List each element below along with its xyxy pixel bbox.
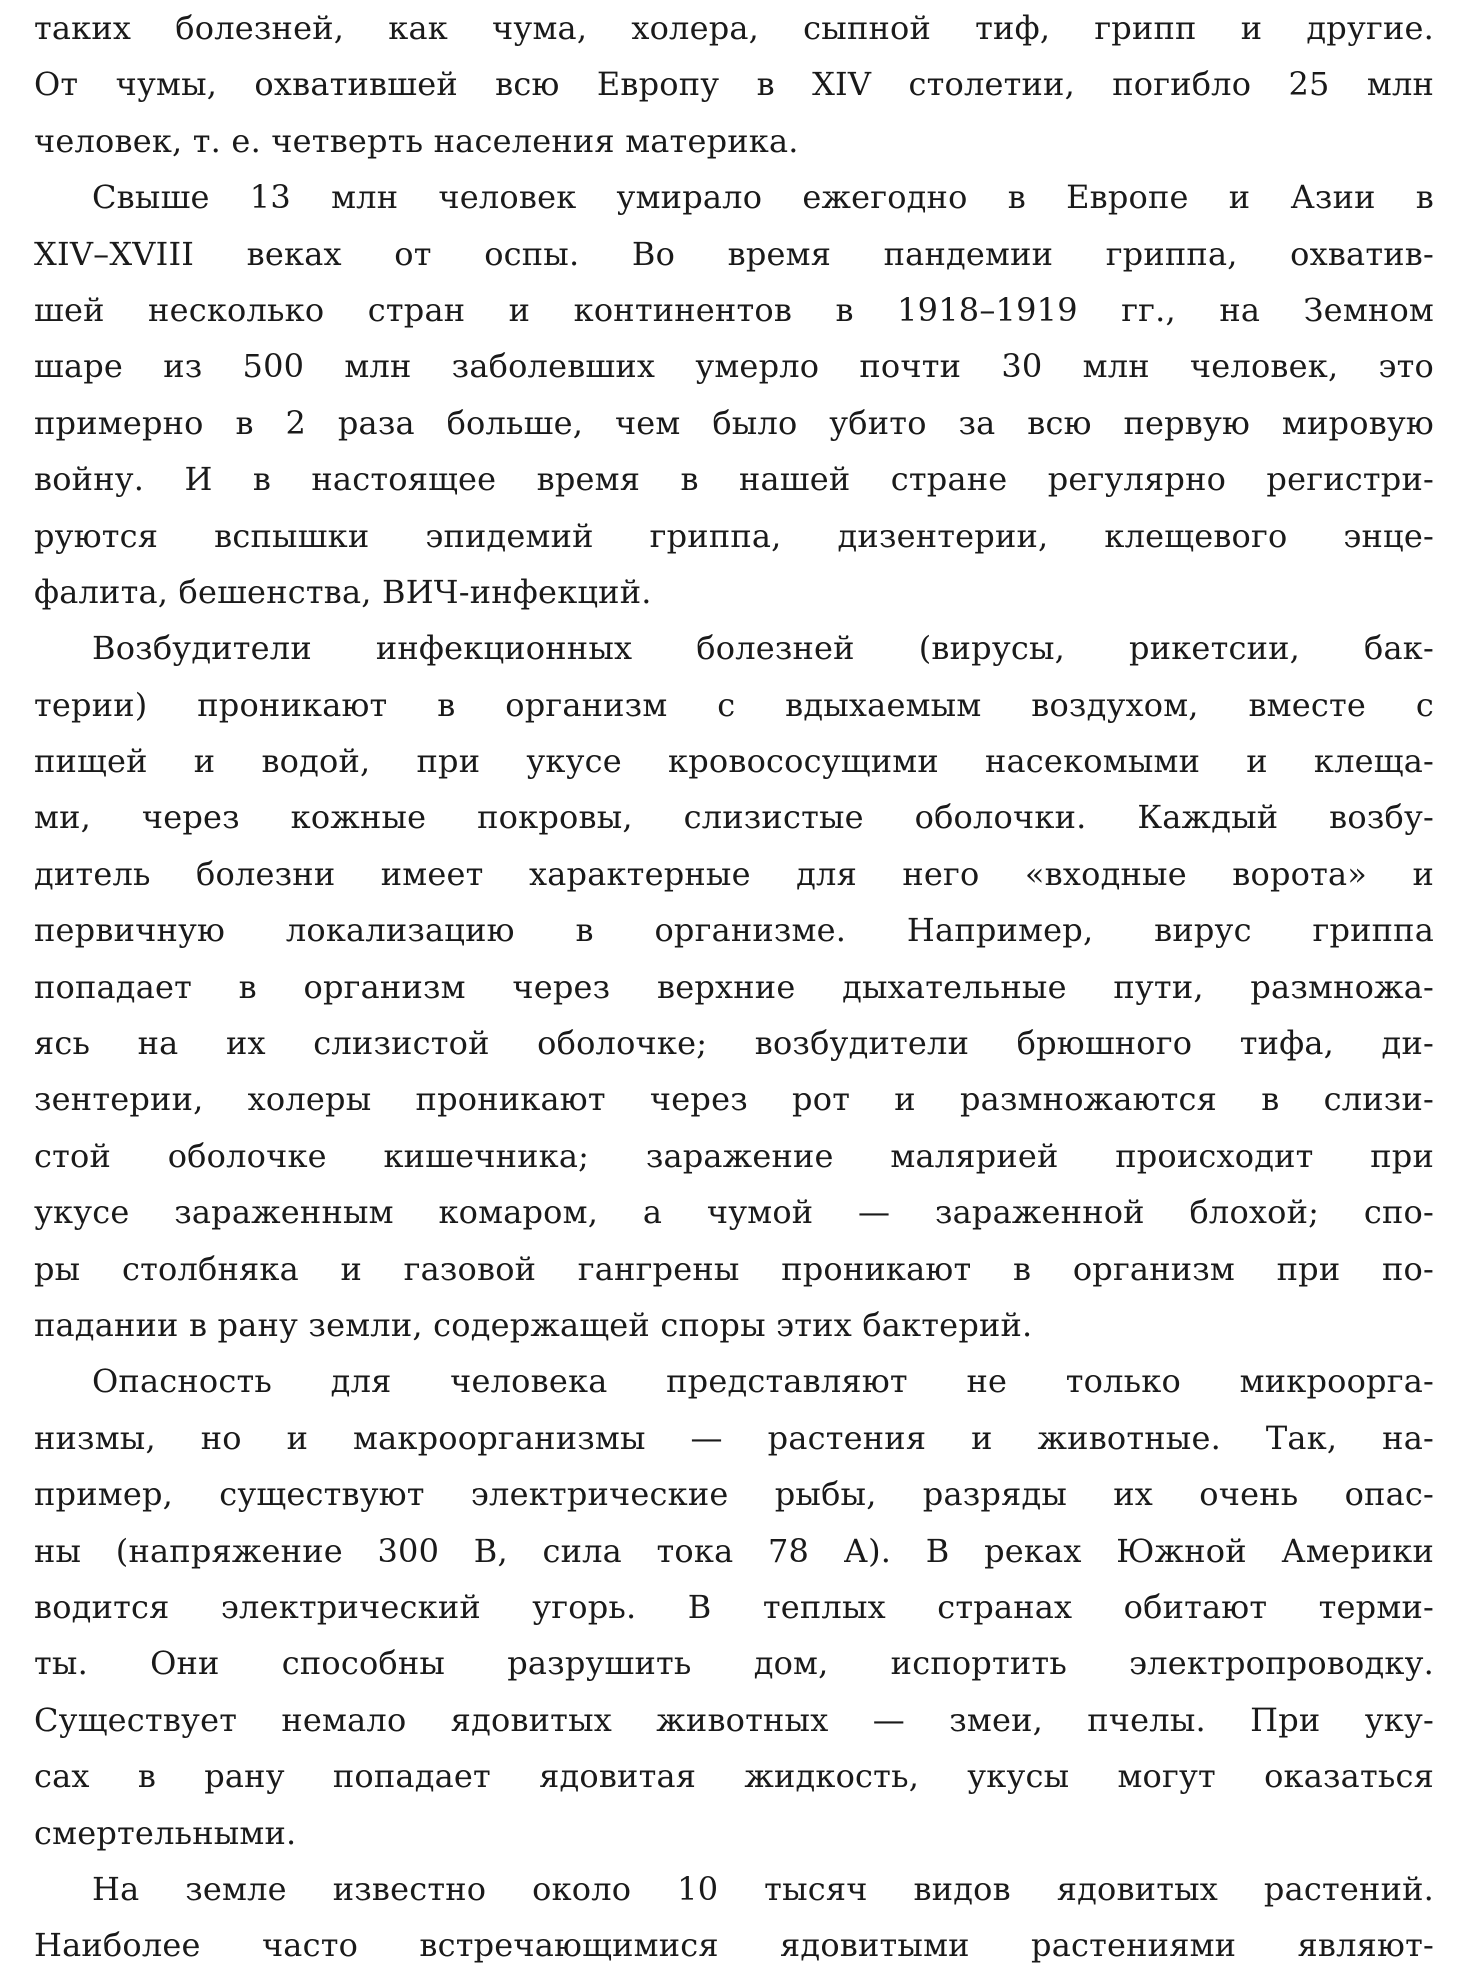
text-line: фалита, бешенства, ВИЧ-инфекций.	[34, 572, 652, 611]
text-line: пищей и водой, при укусе кровососущими насекомыми и клеща-	[34, 742, 1434, 781]
text-line: падании в рану земли, содержащей споры этих бактерий.	[34, 1305, 1033, 1344]
text-line: зентерии, холеры проникают через рот и размножаются в слизи-	[34, 1080, 1434, 1119]
text-line: ты. Они способны разрушить дом, испортить электропроводку.	[34, 1644, 1434, 1683]
paragraph	[34, 0, 1434, 169]
text-line: низмы, но и макроорганизмы — растения и животные. Так, на-	[34, 1418, 1434, 1457]
text-line: стой оболочке кишечника; заражение малярией происходит при	[34, 1136, 1434, 1175]
text-line: таких болезней, как чума, холера, сыпной тиф, грипп и другие.	[34, 9, 1434, 47]
text-line: первичную локализацию в организме. Например, вирус гриппа	[34, 911, 1434, 950]
text-line: Наиболее часто встречающимися ядовитыми растениями являют-	[34, 1926, 1434, 1965]
text-line: ми, через кожные покровы, слизистые оболочки. Каждый возбу-	[34, 798, 1434, 837]
text-line: человек, т. е. четверть населения материка.	[34, 121, 799, 160]
text-line: От чумы, охватившей всю Европу в XIV столетии, погибло 25 млн	[34, 65, 1434, 104]
text-line: На земле известно около 10 тысяч видов ядовитых растений.	[92, 1869, 1434, 1908]
text-line: руются вспышки эпидемий гриппа, дизентерии, клещевого энце-	[34, 516, 1434, 555]
text-line: ны (напряжение 300 В, сила тока 78 А). В реках Южной Америки	[34, 1531, 1434, 1570]
text-line: примерно в 2 раза больше, чем было убито за всю первую мировую	[34, 403, 1434, 442]
text-line: шей несколько стран и континентов в 1918–1919 гг., на Земном	[34, 290, 1434, 329]
paragraph	[34, 1353, 1434, 1861]
paragraph	[34, 620, 1434, 1353]
text-line: ры столбняка и газовой гангрены проникают в организм при по-	[34, 1249, 1434, 1288]
text-line: Возбудители инфекционных болезней (вирусы, рикетсии, бак-	[92, 629, 1434, 668]
text-line: ясь на их слизистой оболочке; возбудители брюшного тифа, ди-	[34, 1024, 1434, 1063]
paragraph	[34, 169, 1434, 620]
text-line: пример, существуют электрические рыбы, разряды их очень опас-	[34, 1475, 1434, 1514]
text-line: войну. И в настоящее время в нашей стране регулярно регистри-	[34, 460, 1434, 499]
text-line: XIV–XVIII веках от оспы. Во время пандемии гриппа, охватив-	[34, 234, 1434, 273]
paragraph	[34, 1861, 1434, 1974]
text-line: Существует немало ядовитых животных — змеи, пчелы. При уку-	[34, 1700, 1434, 1739]
text-line: дитель болезни имеет характерные для него «входные ворота» и	[34, 854, 1434, 893]
text-line: терии) проникают в организм с вдыхаемым воздухом, вместе с	[34, 685, 1434, 724]
text-line: попадает в организм через верхние дыхательные пути, размножа-	[34, 967, 1434, 1006]
text-line: Опасность для человека представляют не только микроорга-	[92, 1362, 1434, 1401]
text-line: водится электрический угорь. В теплых странах обитают терми-	[34, 1587, 1434, 1626]
text-line: шаре из 500 млн заболевших умерло почти 30 млн человек, это	[34, 347, 1434, 386]
text-line: Свыше 13 млн человек умирало ежегодно в Европе и Азии в	[92, 178, 1434, 217]
text-line: укусе зараженным комаром, а чумой — зараженной блохой; спо-	[34, 1193, 1434, 1232]
document-page	[34, 0, 1434, 1974]
text-line: сах в рану попадает ядовитая жидкость, укусы могут оказаться	[34, 1757, 1434, 1796]
text-line: смертельными.	[34, 1813, 297, 1852]
